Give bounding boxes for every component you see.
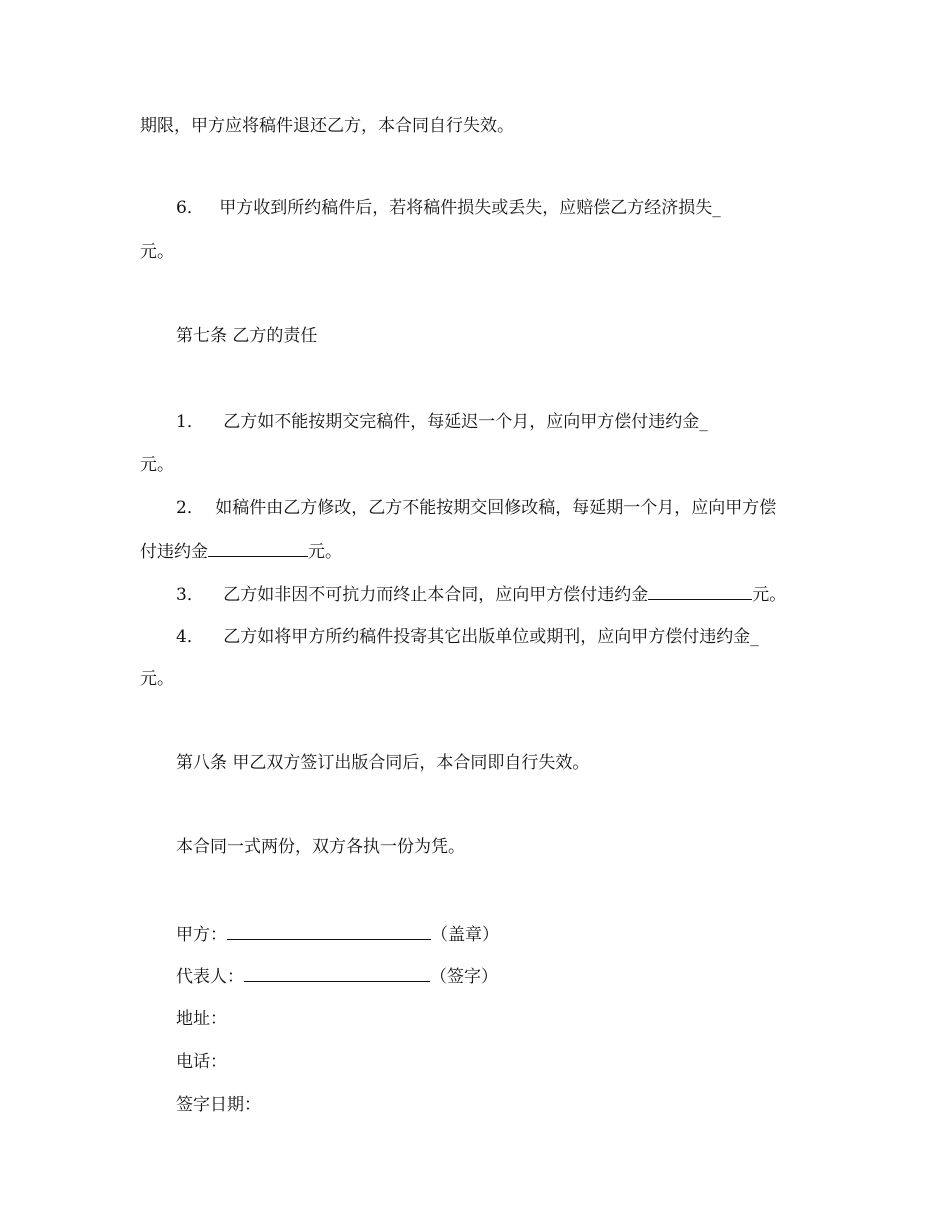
article-7-item-2-cont-post: 元。: [308, 542, 342, 562]
article-8: 第八条 甲乙双方签订出版合同后，本合同即自行失效。: [176, 753, 590, 773]
article-7-item-1-number: 1．: [176, 412, 204, 432]
party-a-note: （盖章）: [431, 925, 499, 945]
article-7-heading: 第七条 乙方的责任: [176, 326, 318, 346]
item-6: [176, 196, 721, 220]
amount-blank: [648, 582, 752, 600]
address-label: 地址：: [176, 1009, 227, 1029]
item-6-number: 6．: [176, 198, 204, 218]
article-7-item-4: [176, 625, 759, 649]
article-7-item-1-text: 乙方如不能按期交完稿件，每延迟一个月，应向甲方偿付违约金_: [223, 412, 708, 432]
article-7-item-2-text: 如稿件由乙方修改，乙方不能按期交回修改稿，每延期一个月，应向甲方偿: [215, 498, 777, 518]
copies-statement: 本合同一式两份，双方各执一份为凭。: [176, 837, 465, 857]
article-7-item-3-number: 3．: [176, 585, 204, 605]
representative-label: 代表人：: [176, 967, 244, 987]
article-7-item-4-number: 4．: [176, 627, 204, 647]
representative-line: [176, 964, 498, 988]
article-7-item-4-tail: 元。: [140, 669, 174, 689]
article-7-item-2-number: 2．: [176, 498, 204, 518]
clause-6-continuation: 期限，甲方应将稿件退还乙方，本合同自行失效。: [140, 116, 514, 136]
article-7-item-3-post: 元。: [752, 585, 787, 605]
article-7-item-1: [176, 410, 708, 434]
representative-blank: [244, 964, 430, 982]
article-7-item-2-cont: [140, 539, 342, 563]
party-a-blank: [227, 922, 431, 940]
article-7-item-2: [176, 496, 776, 520]
signing-date-label: 签字日期：: [176, 1095, 261, 1115]
article-7-item-4-text: 乙方如将甲方所约稿件投寄其它出版单位或期刊，应向甲方偿付违约金_: [223, 627, 759, 647]
item-6-text: 甲方收到所约稿件后，若将稿件损失或丢失，应赔偿乙方经济损失_: [219, 198, 721, 218]
representative-note: （签字）: [430, 967, 498, 987]
article-7-item-2-cont-pre: 付违约金: [140, 542, 208, 562]
article-7-item-3: [176, 582, 786, 606]
phone-label: 电话：: [176, 1052, 227, 1072]
party-a-label: 甲方：: [176, 925, 227, 945]
party-a-line: [176, 922, 499, 946]
article-7-item-1-tail: 元。: [140, 455, 174, 475]
amount-blank: [208, 539, 308, 557]
article-7-item-3-text: 乙方如非因不可抗力而终止本合同，应向甲方偿付违约金: [223, 585, 649, 605]
item-6-tail: 元。: [140, 242, 174, 262]
